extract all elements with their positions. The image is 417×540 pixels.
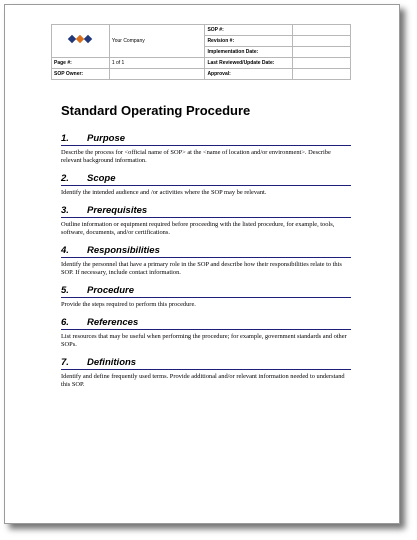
section-responsibilities — [61, 245, 351, 277]
section-title: Purpose — [87, 133, 126, 144]
section-body: Identify the intended audience and /or activities where the SOP may be relevant. — [61, 189, 267, 196]
section-procedure — [61, 285, 351, 309]
approval-label: Approval: — [205, 69, 293, 80]
revision-label: Revision #: — [205, 36, 293, 47]
section-heading — [61, 317, 351, 330]
sop-owner-value — [109, 69, 205, 80]
sop-number-value — [293, 25, 351, 36]
section-title: Definitions — [87, 357, 137, 368]
section-references — [61, 317, 351, 349]
section-body: Identify the personnel that have a primary role in the SOP and describe how their responsibilities relate to this SOP. If necessary, include contact information. — [61, 261, 342, 276]
section-number: 1. — [61, 133, 69, 144]
last-reviewed-value — [293, 58, 351, 69]
section-scope — [61, 173, 351, 197]
implementation-date-label: Implementation Date: — [205, 47, 293, 58]
last-reviewed-label: Last Reviewed/Update Date: — [205, 58, 293, 69]
sections-list — [61, 133, 351, 397]
company-logo-icon — [69, 36, 91, 42]
section-prerequisites — [61, 205, 351, 237]
company-name: Your Company — [109, 25, 205, 58]
section-title: References — [87, 317, 139, 328]
logo-diamond-right — [84, 35, 92, 43]
section-number: 4. — [61, 245, 69, 256]
document-page — [4, 4, 400, 524]
section-number: 6. — [61, 317, 69, 328]
revision-value — [293, 36, 351, 47]
implementation-date-value — [293, 47, 351, 58]
document-title: Standard Operating Procedure — [61, 103, 251, 118]
section-number: 3. — [61, 205, 69, 216]
section-body: Provide the steps required to perform this procedure. — [61, 301, 196, 308]
section-definitions — [61, 357, 351, 389]
section-body: List resources that may be useful when performing the procedure; for example, government standards and other SOPs. — [61, 333, 347, 348]
section-title: Prerequisites — [87, 205, 148, 216]
section-heading — [61, 357, 351, 370]
section-body: Describe the process for <official name of SOP> at the <name of location and/or environment>. Describe relevant background information. — [61, 149, 331, 164]
section-number: 7. — [61, 357, 69, 368]
section-heading — [61, 173, 351, 186]
approval-value — [293, 69, 351, 80]
sop-owner-label: SOP Owner: — [52, 69, 110, 80]
section-body: Identify and define frequently used terms. Provide additional and/or relevant information needed to understand this SOP. — [61, 373, 345, 388]
page-number-value: 1 of 1 — [109, 58, 205, 69]
section-heading — [61, 245, 351, 258]
section-heading — [61, 285, 351, 298]
section-title: Scope — [87, 173, 116, 184]
sop-number-label: SOP #: — [205, 25, 293, 36]
section-purpose — [61, 133, 351, 165]
section-heading — [61, 133, 351, 146]
page-number-label: Page #: — [52, 58, 110, 69]
section-body: Outline information or equipment required before proceeding with the listed procedure, for example, tools, software, documents, and/or certifications. — [61, 221, 335, 236]
section-heading — [61, 205, 351, 218]
sop-header-table — [51, 24, 351, 80]
section-number: 5. — [61, 285, 69, 296]
company-logo-cell — [52, 25, 110, 58]
section-title: Procedure — [87, 285, 134, 296]
section-number: 2. — [61, 173, 69, 184]
section-title: Responsibilities — [87, 245, 160, 256]
